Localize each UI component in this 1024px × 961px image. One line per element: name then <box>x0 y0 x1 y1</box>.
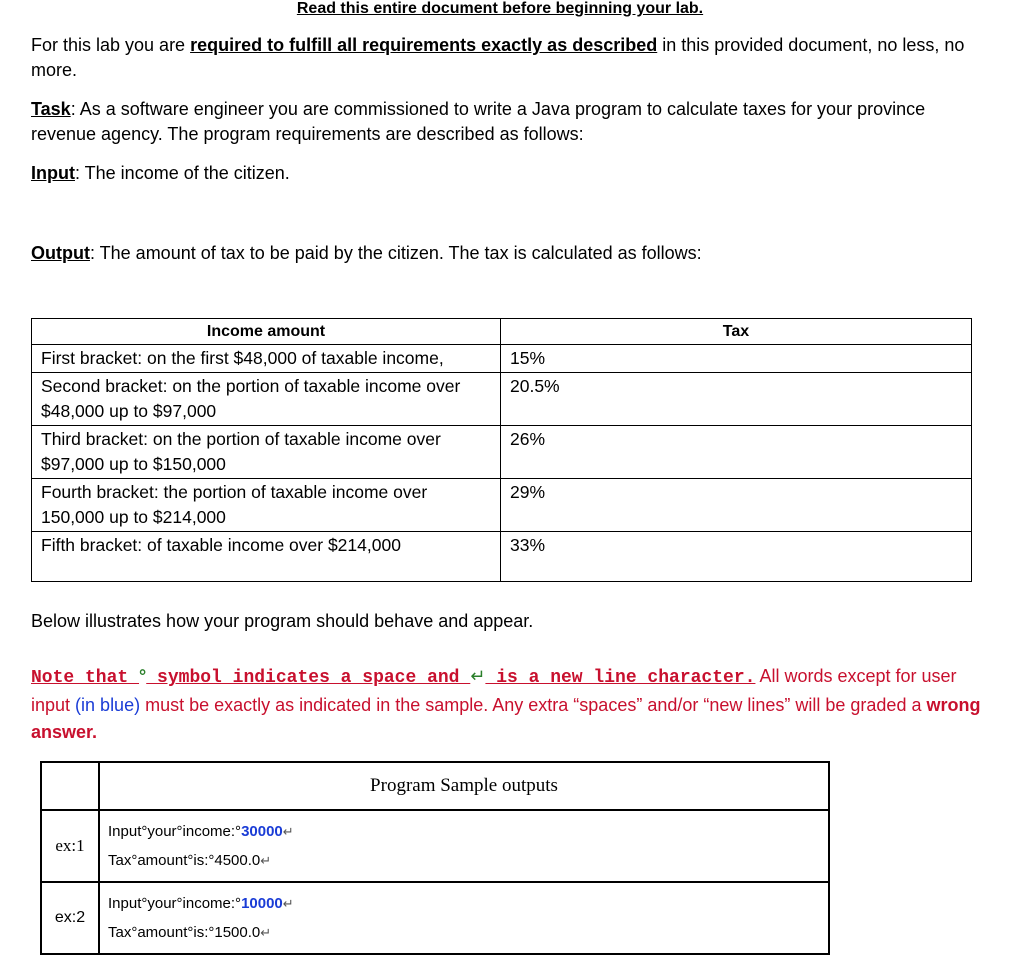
input-line <box>108 817 820 846</box>
income-cell: Second bracket: on the portion of taxable income over $48,000 up to $97,000 <box>32 373 501 426</box>
example-label: ex:2 <box>41 882 99 954</box>
input-paragraph <box>31 161 991 186</box>
input-text: : The income of the citizen. <box>74 163 290 183</box>
newline-icon: ↵ <box>282 824 294 839</box>
intro-emphasis: required to fulfill all requirements exactly as described <box>190 35 658 55</box>
intro-after: in this provided document, no less, no more. <box>31 35 965 80</box>
task-paragraph <box>31 97 991 147</box>
note-part4: All words except for user input <box>31 666 957 715</box>
table-row <box>32 426 972 479</box>
newline-symbol: ↵ <box>470 666 486 686</box>
input-prompt: Input°your°income:° <box>108 823 242 840</box>
sample-header-row <box>41 762 829 810</box>
output-line <box>108 918 820 947</box>
note-blue-text: (in blue) <box>75 695 141 715</box>
output-text: : The amount of tax to be paid by the citizen. The tax is calculated as follows: <box>89 243 702 263</box>
income-cell: Third bracket: on the portion of taxable income over $97,000 up to $150,000 <box>32 426 501 479</box>
income-cell: Fifth bracket: of taxable income over $214,000 <box>32 532 501 582</box>
note-part3: is a new line character. <box>485 668 756 688</box>
below-text: Below illustrates how your program should behave and appear. <box>31 611 534 631</box>
newline-icon: ↵ <box>282 896 294 911</box>
input-value: 30000 <box>241 823 283 840</box>
income-cell: First bracket: on the first $48,000 of taxable income, <box>32 345 501 373</box>
task-label: Task <box>31 99 71 119</box>
table-row <box>32 373 972 426</box>
output-result: Tax°amount°is:°1500.0 <box>108 924 261 941</box>
tax-rate-cell: 20.5% <box>501 373 972 426</box>
input-line <box>108 889 820 918</box>
sample-header: Program Sample outputs <box>99 762 829 810</box>
tax-rate-cell: 15% <box>501 345 972 373</box>
intro-paragraph <box>31 33 991 83</box>
tax-rate-cell: 26% <box>501 426 972 479</box>
tax-bracket-table <box>31 318 972 582</box>
sample-header-spacer <box>41 762 99 810</box>
tax-rate-cell: 33% <box>501 532 972 582</box>
sample-output-table <box>40 761 830 955</box>
output-line <box>108 846 820 875</box>
output-label: Output <box>31 243 90 263</box>
tax-header: Tax <box>501 319 972 345</box>
input-value: 10000 <box>241 895 283 912</box>
output-paragraph <box>31 241 991 266</box>
income-cell: Fourth bracket: the portion of taxable income over 150,000 up to $214,000 <box>32 479 501 532</box>
table-row <box>41 810 829 882</box>
table-row <box>32 532 972 582</box>
table-row <box>32 345 972 373</box>
document-title: Read this entire document before beginning your lab. <box>296 0 704 17</box>
tax-rate-cell: 29% <box>501 479 972 532</box>
intro-before: For this lab you are <box>31 35 191 55</box>
newline-icon: ↵ <box>260 853 272 868</box>
newline-icon: ↵ <box>260 925 272 940</box>
space-symbol: ° <box>139 666 147 686</box>
note-wrong-answer: wrong answer. <box>31 695 981 742</box>
note-part5: must be exactly as indicated in the sample. Any extra “spaces” and/or “new lines” will be graded a <box>140 695 927 715</box>
income-amount-header: Income amount <box>32 319 501 345</box>
example-output <box>99 810 829 882</box>
tax-table-header-row <box>32 319 972 345</box>
table-row <box>32 479 972 532</box>
task-text: : As a software engineer you are commissioned to write a Java program to calculate taxes for your province revenue agency. The program requirements are described as follows: <box>31 99 926 144</box>
input-label: Input <box>31 163 75 183</box>
example-output <box>99 882 829 954</box>
note-part2: symbol indicates a space and <box>146 668 471 688</box>
table-row <box>41 882 829 954</box>
input-prompt: Input°your°income:° <box>108 895 242 912</box>
example-label: ex:1 <box>41 810 99 882</box>
note-part1: Note that <box>31 668 140 688</box>
note-paragraph <box>31 663 991 746</box>
output-result: Tax°amount°is:°4500.0 <box>108 852 261 869</box>
